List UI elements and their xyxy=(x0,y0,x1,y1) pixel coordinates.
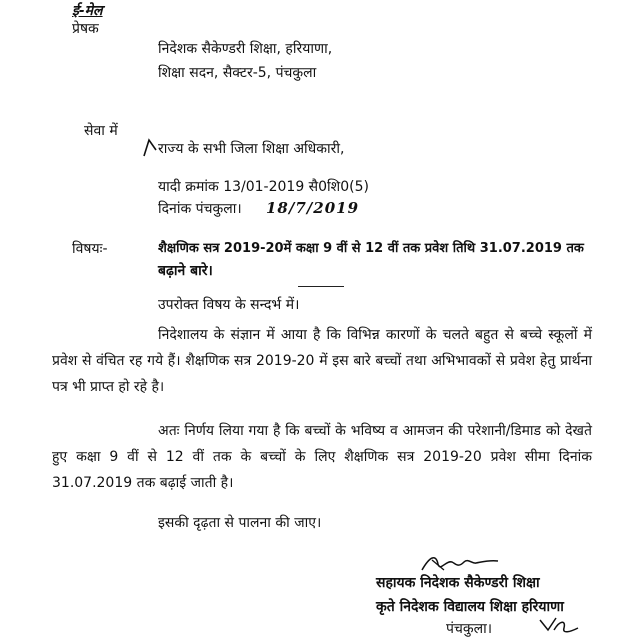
subject-label: विषयः- xyxy=(72,241,108,257)
recipient-name: राज्य के सभी जिला शिक्षा अधिकारी, xyxy=(158,141,345,157)
sender-label: प्रेषक xyxy=(72,21,99,37)
memo-number: यादी क्रमांक 13/01-2019 सै0शि0(5) xyxy=(158,179,369,195)
designation: सहायक निदेशक सैकेण्डरी शिक्षा xyxy=(376,575,540,591)
seva-label: सेवा में xyxy=(84,123,118,139)
on-behalf-line: कृते निदेशक विद्यालय शिक्षा हरियाणा xyxy=(376,599,564,615)
subject-line-2: बढ़ाने बारे। xyxy=(158,263,213,279)
initials-scribble xyxy=(538,614,582,636)
closing-line: इसकी दृढ़ता से पालना की जाए। xyxy=(158,515,322,531)
divider-line xyxy=(298,286,344,287)
sender-line-1: निदेशक सैकेण्डरी शिक्षा, हरियाणा, xyxy=(158,41,333,57)
paragraph-2: अतः निर्णय लिया गया है कि बच्चों के भविष्य व आमजन की परेशानी/डिमाड को देखते हुए कक्षा 9 वीं से 12 वीं तक के बच्चों के लिए शैक्षणिक सत्र 2019-20 प्रवेश सीमा दिनांक 31.07.2019 तक बढ़ाई जाती है। xyxy=(52,423,592,491)
tick-mark-icon xyxy=(142,136,158,158)
paragraph-1: निदेशालय के संज्ञान में आया है कि विभिन्न कारणों के चलते बहुत से बच्चे स्कूलों में प्रवेश से वंचित रह गये हैं। शैक्षणिक सत्र 2019-20 में इस बारे बच्चों तथा अभिभावकों से प्रवेश हेतु प्रार्थना पत्र भी प्राप्त हो रहे है। xyxy=(52,327,592,395)
email-label: ई-मेल xyxy=(72,3,103,19)
sender-line-2: शिक्षा सदन, सैक्टर-5, पंचकुला xyxy=(158,65,317,81)
date-label: दिनांक पंचकुला। xyxy=(158,201,242,217)
subject-line-1: शैक्षणिक सत्र 2019-20में कक्षा 9 वीं से 12 वीं तक प्रवेश तिथि 31.07.2019 तक xyxy=(158,241,584,256)
signature-scribble xyxy=(418,550,502,576)
reference-line: उपरोक्त विषय के सन्दर्भ में। xyxy=(158,297,300,313)
handwritten-date: 18/7/2019 xyxy=(266,199,360,217)
place-line: पंचकुला। xyxy=(446,621,493,637)
